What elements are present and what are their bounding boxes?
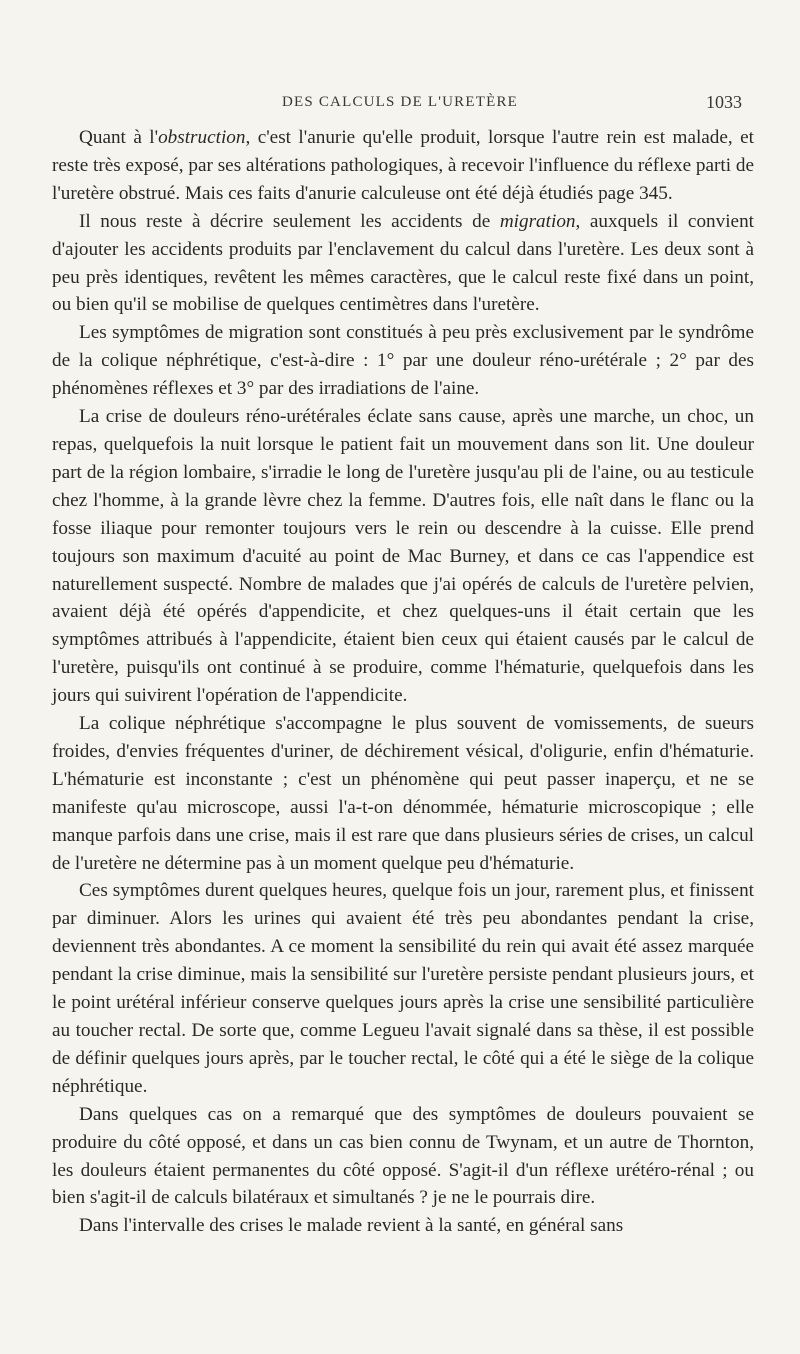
page-number: 1033	[706, 92, 742, 112]
paragraph	[52, 710, 754, 877]
paragraph-text: Dans l'intervalle des crises le malade revient à la santé, en général sans	[79, 1215, 624, 1237]
paragraph-text: , c'est l'anurie qu'elle produit, lorsque l'autre rein est malade, et reste très exposé, par ses altérations pathologiques, à recevoir l'influence du réflexe parti de l'uretère obstrué. Mais ces faits d'anurie calculeuse ont été déjà étudiés page 345.	[52, 127, 754, 204]
paragraph-text: Quant à l'	[79, 127, 159, 148]
paragraph-text: Il nous reste à décrire seulement les accidents de	[79, 210, 500, 232]
paragraph-text: La colique néphrétique s'accompagne le plus souvent de vomissements, de sueurs froides, d'envies fréquentes d'uriner, de déchirement vésical, d'oligurie, enfin d'hématurie. L'hématurie est inconstante ; c'est un phénomène qui peut passer inaperçu, et ne se manifeste qu'au microscope, aussi l'a-t-on dénommée, hématurie microscopique ; elle manque parfois dans une crise, mais il est rare que dans plusieurs séries de crises, un calcul de l'uretère ne détermine pas à un moment quelque peu d'hématurie.	[52, 713, 754, 874]
body-text	[52, 124, 754, 1240]
paragraph-text: Les symptômes de migration sont constitués à peu près exclusivement par le syndrôme de la colique néphrétique, c'est-à-dire : 1° par une douleur réno-urétérale ; 2° par des phénomènes réflexes et 3° par des irradiations de l'aine.	[52, 322, 754, 400]
paragraph	[52, 403, 754, 710]
paragraph-text: , auxquels il convient d'ajouter les accidents produits par l'enclavement du calcul dans l'uretère. Les deux sont à peu près identiques, revêtent les mêmes caractères, que le calcul reste fixé dans un point, ou bien qu'il se mobilise de quelques centimètres dans l'uretère.	[52, 210, 754, 316]
paragraph	[52, 208, 754, 320]
paragraph	[52, 124, 754, 208]
italic-term: migration	[499, 210, 576, 232]
paragraph	[52, 877, 754, 1100]
paragraph-text: Ces symptômes durent quelques heures, quelque fois un jour, rarement plus, et finissent par diminuer. Alors les urines qui avaient été très peu abondantes pendant la crise, deviennent très abondantes. A ce moment la sensibilité du rein qui avait été assez marquée pendant la crise diminue, mais la sensibilité sur l'uretère persiste pendant plusieurs jours, et le point urétéral inférieur conserve quelques jours après la crise une sensibilité particulière au toucher rectal. De sorte que, comme Legueu l'avait signalé dans sa thèse, il est possible de définir quelques jours après, par le toucher rectal, le côté qui a été le siège de la colique néphrétique.	[52, 880, 754, 1097]
paragraph	[52, 1101, 754, 1213]
running-head	[0, 92, 800, 120]
paragraph-text: La crise de douleurs réno-urétérales éclate sans cause, après une marche, un choc, un repas, quelquefois la nuit lorsque le patient fait un mouvement dans son lit. Une douleur part de la région lombaire, s'irradie le long de l'uretère jusqu'au pli de l'aine, ou au testicule chez l'homme, à la grande lèvre chez la femme. D'autres fois, elle naît dans le flanc ou la fosse iliaque pour remonter toujours vers le rein ou descendre à la cuisse. Elle prend toujours son maximum d'acuité au point de Mac Burney, et dans ce cas l'appendice est naturellement suspecté. Nombre de malades que j'ai opérés de calculs de l'uretère pelvien, avaient déjà été opérés d'appendicite, et chez quelques-uns il était certain que les symptômes attribués à l'appendicite, étaient bien ceux qui étaient causés par le calcul de l'uretère, puisqu'ils ont continué à se produire, comme l'hématurie, quelquefois dans les jours qui suivirent l'opération de l'appendicite.	[52, 406, 754, 707]
paragraph	[52, 319, 754, 403]
italic-term: obstruction	[158, 127, 246, 148]
paragraph	[52, 1212, 754, 1240]
running-title: DES CALCULS DE L'URETÈRE	[281, 94, 519, 110]
paragraph-text: Dans quelques cas on a remarqué que des symptômes de douleurs pouvaient se produire du côté opposé, et dans un cas bien connu de Twynam, et un autre de Thornton, les douleurs étaient permanentes du côté opposé. S'agit-il d'un réflexe urétéro-rénal ; ou bien s'agit-il de calculs bilatéraux et simultanés ? je ne le pourrais dire.	[52, 1103, 754, 1209]
